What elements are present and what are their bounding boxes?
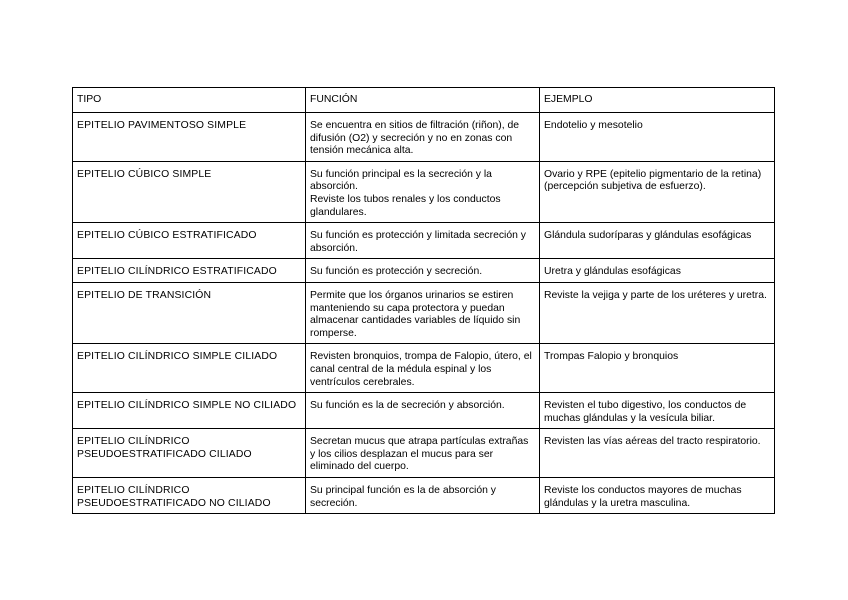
- cell-funcion: Revisten bronquios, trompa de Falopio, útero, el canal central de la médula espinal y los ventrículos cerebrales.: [306, 344, 540, 393]
- cell-ejemplo: Revisten las vías aéreas del tracto respiratorio.: [540, 429, 775, 478]
- cell-tipo: EPITELIO CILÍNDRICO ESTRATIFICADO: [73, 259, 306, 283]
- cell-funcion: Su función es protección y secreción.: [306, 259, 540, 283]
- cell-funcion: Su función principal es la secreción y la absorción. Reviste los tubos renales y los conductos glandulares.: [306, 161, 540, 222]
- cell-tipo: EPITELIO PAVIMENTOSO SIMPLE: [73, 113, 306, 162]
- table-row: [73, 282, 775, 343]
- cell-ejemplo: Uretra y glándulas esofágicas: [540, 259, 775, 283]
- cell-funcion: Se encuentra en sitios de filtración (riñon), de difusión (O2) y secreción y no en zonas con tensión mecánica alta.: [306, 113, 540, 162]
- cell-funcion: Su función es la de secreción y absorción.: [306, 393, 540, 429]
- header-funcion: FUNCIÓN: [306, 88, 540, 113]
- table-row: [73, 429, 775, 478]
- cell-ejemplo: Revisten el tubo digestivo, los conductos de muchas glándulas y la vesícula biliar.: [540, 393, 775, 429]
- cell-funcion: Su función es protección y limitada secreción y absorción.: [306, 223, 540, 259]
- header-ejemplo: EJEMPLO: [540, 88, 775, 113]
- cell-tipo: EPITELIO CÚBICO SIMPLE: [73, 161, 306, 222]
- cell-tipo: EPITELIO CÚBICO ESTRATIFICADO: [73, 223, 306, 259]
- table-header-row: [73, 88, 775, 113]
- cell-ejemplo: Reviste los conductos mayores de muchas glándulas y la uretra masculina.: [540, 478, 775, 514]
- table-row: [73, 223, 775, 259]
- cell-tipo: EPITELIO CILÍNDRICO PSEUDOESTRATIFICADO CILIADO: [73, 429, 306, 478]
- table-row: [73, 344, 775, 393]
- cell-ejemplo: Trompas Falopio y bronquios: [540, 344, 775, 393]
- table-row: [73, 259, 775, 283]
- table-row: [73, 478, 775, 514]
- cell-ejemplo: Glándula sudoríparas y glándulas esofágicas: [540, 223, 775, 259]
- cell-tipo: EPITELIO CILÍNDRICO SIMPLE CILIADO: [73, 344, 306, 393]
- cell-ejemplo: Reviste la vejiga y parte de los uréteres y uretra.: [540, 282, 775, 343]
- table-row: [73, 161, 775, 222]
- cell-ejemplo: Endotelio y mesotelio: [540, 113, 775, 162]
- table-row: [73, 113, 775, 162]
- header-tipo: TIPO: [73, 88, 306, 113]
- epithelium-table: [72, 87, 775, 514]
- table-row: [73, 393, 775, 429]
- cell-funcion: Permite que los órganos urinarios se estiren manteniendo su capa protectora y puedan almacenar cantidades variables de líquido sin romperse.: [306, 282, 540, 343]
- cell-funcion: Secretan mucus que atrapa partículas extrañas y los cilios desplazan el mucus para ser eliminado del cuerpo.: [306, 429, 540, 478]
- cell-ejemplo: Ovario y RPE (epitelio pigmentario de la retina) (percepción subjetiva de esfuerzo).: [540, 161, 775, 222]
- cell-funcion: Su principal función es la de absorción y secreción.: [306, 478, 540, 514]
- cell-tipo: EPITELIO CILÍNDRICO SIMPLE NO CILIADO: [73, 393, 306, 429]
- cell-tipo: EPITELIO CILÍNDRICO PSEUDOESTRATIFICADO NO CILIADO: [73, 478, 306, 514]
- cell-tipo: EPITELIO DE TRANSICIÓN: [73, 282, 306, 343]
